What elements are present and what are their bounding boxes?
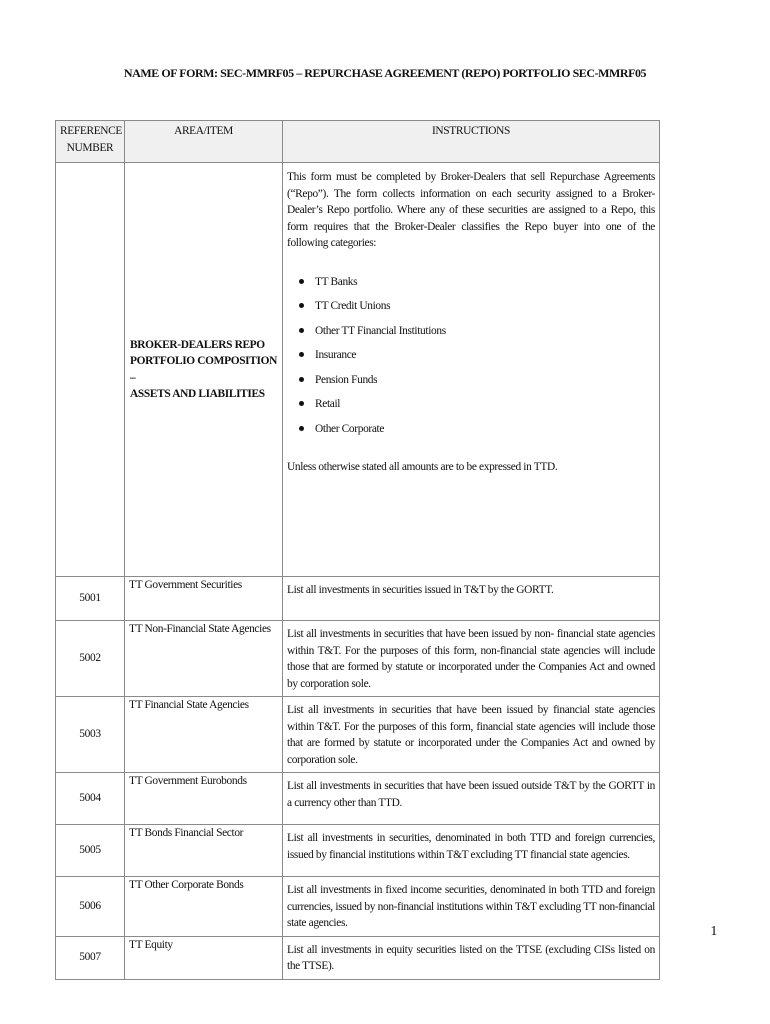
table-row: [56, 621, 660, 697]
header-reference-number: [56, 121, 125, 163]
table-row: [56, 825, 660, 877]
reference-number: 5004: [56, 773, 125, 825]
repo-portfolio-table: [55, 120, 660, 980]
reference-number: 5002: [56, 621, 125, 697]
table-row: [56, 697, 660, 773]
table-row: [56, 773, 660, 825]
area-item: TT Government Eurobonds: [125, 773, 283, 825]
list-item: Retail: [299, 392, 655, 417]
list-item: TT Banks: [299, 270, 655, 295]
area-item: TT Bonds Financial Sector: [125, 825, 283, 877]
area-item: TT Equity: [125, 936, 283, 979]
form-title: NAME OF FORM: SEC-MMRF05 – REPURCHASE AGREEMENT (REPO) PORTFOLIO SEC-MMRF05: [123, 66, 647, 80]
area-item: TT Government Securities: [125, 577, 283, 621]
intro-instructions-cell: [283, 163, 660, 577]
instructions-text: List all investments in securities that have been issued outside T&T by the GORTT in a currency other than TTD.: [283, 773, 660, 825]
list-item: Other Corporate: [299, 417, 655, 442]
list-item: TT Credit Unions: [299, 294, 655, 319]
reference-number: 5007: [56, 936, 125, 979]
page-number: 1: [710, 924, 717, 939]
area-line: ASSETS AND LIABILITIES: [130, 388, 265, 400]
intro-row: [56, 163, 660, 577]
area-item: TT Non-Financial State Agencies: [125, 621, 283, 697]
header-area-item: AREA/ITEM: [125, 121, 283, 163]
instructions-text: List all investments in equity securities listed on the TTSE (excluding CISs listed on the TTSE).: [283, 936, 660, 979]
instructions-text: List all investments in securities, denominated in both TTD and foreign currencies, issued by financial institutions within T&T excluding TT financial state agencies.: [283, 825, 660, 877]
reference-number: 5006: [56, 877, 125, 937]
intro-area-cell: [125, 163, 283, 577]
list-item: Pension Funds: [299, 368, 655, 393]
instructions-text: List all investments in securities that have been issued by financial state agencies within T&T. For the purposes of this form, financial state agencies will include those that are formed by statute or incorporated under the Companies Act and owned by corporation sole.: [283, 697, 660, 773]
header-instructions: INSTRUCTIONS: [283, 121, 660, 163]
table-row: [56, 577, 660, 621]
header-reference-line1: REFERENCE: [60, 125, 123, 137]
area-item: TT Financial State Agencies: [125, 697, 283, 773]
area-line: BROKER-DEALERS REPO: [130, 338, 265, 351]
area-line: PORTFOLIO COMPOSITION –: [130, 355, 277, 384]
intro-reference-cell: [56, 163, 125, 577]
instructions-text: List all investments in securities that have been issued by non- financial state agencies within T&T. For the purposes of this form, non-financial state agencies will include those that are formed by statute or incorporated under the Companies Act and owned by corporation sole.: [283, 621, 660, 697]
reference-number: 5005: [56, 825, 125, 877]
table-header-row: [56, 121, 660, 163]
area-item: TT Other Corporate Bonds: [125, 877, 283, 937]
reference-number: 5003: [56, 697, 125, 773]
intro-paragraph: This form must be completed by Broker-Dealers that sell Repurchase Agreements (“Repo”). The form collects information on each security assigned to a Broker-Dealer’s Repo portfolio. Where any of these securities are assigned to a Repo, this form requires that the Broker-Dealer classifies the Repo buyer into one of the following categories:: [287, 171, 655, 249]
reference-number: 5001: [56, 577, 125, 621]
list-item: Insurance: [299, 343, 655, 368]
buyer-category-list: [287, 270, 655, 442]
table-row: [56, 936, 660, 979]
table-row: [56, 877, 660, 937]
instructions-text: List all investments in fixed income securities, denominated in both TTD and foreign currencies, issued by non-financial institutions within T&T excluding TT non-financial state agencies.: [283, 877, 660, 937]
header-reference-line2: NUMBER: [66, 141, 114, 154]
instructions-text: List all investments in securities issued in T&T by the GORTT.: [283, 577, 660, 621]
currency-note: Unless otherwise stated all amounts are to be expressed in TTD.: [287, 461, 558, 473]
list-item: Other TT Financial Institutions: [299, 319, 655, 344]
